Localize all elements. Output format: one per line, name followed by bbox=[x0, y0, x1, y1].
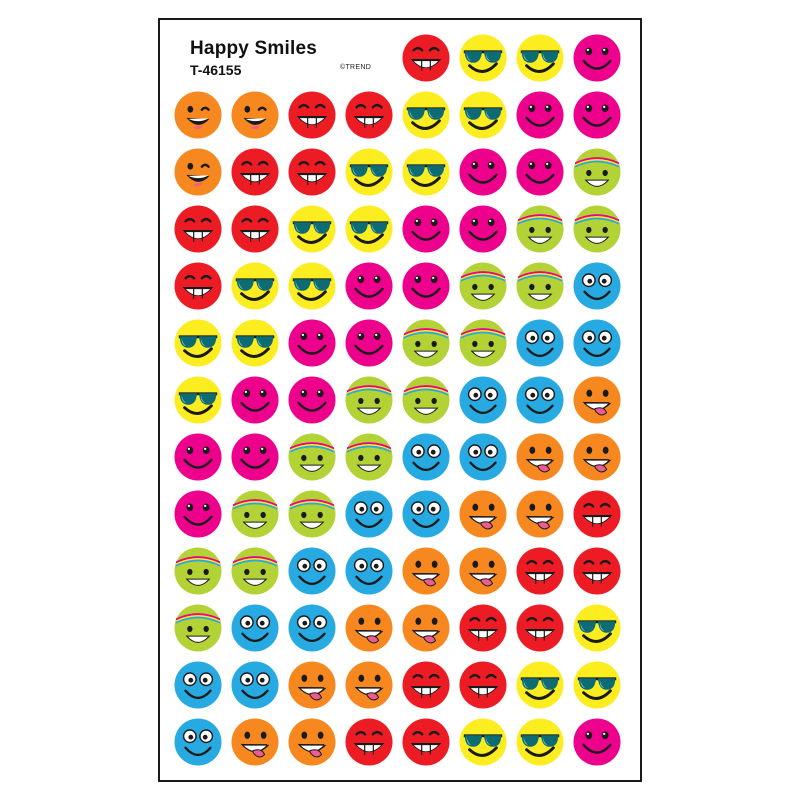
sticker-orange-tongue bbox=[459, 547, 507, 595]
sticker-yellow-sunglasses bbox=[174, 319, 222, 367]
sticker-green-headband bbox=[174, 547, 222, 595]
sticker-green-headband bbox=[288, 490, 336, 538]
sticker-sheet bbox=[158, 18, 642, 782]
sticker-yellow-sunglasses bbox=[288, 205, 336, 253]
sticker-green-headband bbox=[402, 376, 450, 424]
sticker-magenta-dots bbox=[231, 433, 279, 481]
sticker-blue-bigeyes bbox=[402, 433, 450, 481]
sticker-magenta-dots bbox=[402, 262, 450, 310]
sticker-green-headband bbox=[345, 433, 393, 481]
sticker-magenta-dots bbox=[345, 319, 393, 367]
sticker-yellow-sunglasses bbox=[516, 718, 564, 766]
sticker-red-grin bbox=[402, 718, 450, 766]
sticker-red-grin bbox=[231, 205, 279, 253]
sticker-yellow-sunglasses bbox=[459, 34, 507, 82]
sticker-red-grin bbox=[516, 547, 564, 595]
sticker-red-grin bbox=[231, 148, 279, 196]
sticker-green-headband bbox=[231, 547, 279, 595]
sku-label: T-46155 bbox=[190, 62, 242, 78]
sticker-yellow-sunglasses bbox=[573, 604, 621, 652]
sticker-magenta-dots bbox=[573, 718, 621, 766]
sticker-magenta-dots bbox=[174, 490, 222, 538]
sticker-red-grin bbox=[573, 490, 621, 538]
sticker-orange-wink bbox=[174, 148, 222, 196]
sticker-red-grin bbox=[288, 148, 336, 196]
sticker-blue-bigeyes bbox=[459, 376, 507, 424]
trademark-label: ©TREND bbox=[340, 64, 372, 71]
sticker-magenta-dots bbox=[516, 148, 564, 196]
sticker-red-grin bbox=[174, 205, 222, 253]
sticker-blue-bigeyes bbox=[288, 604, 336, 652]
sticker-blue-bigeyes bbox=[231, 604, 279, 652]
sticker-magenta-dots bbox=[516, 91, 564, 139]
sticker-blue-bigeyes bbox=[288, 547, 336, 595]
sticker-orange-tongue bbox=[459, 490, 507, 538]
sticker-green-headband bbox=[231, 490, 279, 538]
sticker-red-grin bbox=[459, 604, 507, 652]
sticker-orange-tongue bbox=[288, 718, 336, 766]
sticker-green-headband bbox=[402, 319, 450, 367]
sticker-green-headband bbox=[459, 319, 507, 367]
page-title: Happy Smiles bbox=[190, 38, 318, 59]
sticker-blue-bigeyes bbox=[174, 661, 222, 709]
sticker-magenta-dots bbox=[573, 91, 621, 139]
sticker-blue-bigeyes bbox=[402, 490, 450, 538]
sticker-green-headband bbox=[573, 205, 621, 253]
sticker-yellow-sunglasses bbox=[573, 661, 621, 709]
sticker-red-grin bbox=[345, 718, 393, 766]
sticker-orange-tongue bbox=[573, 433, 621, 481]
sticker-blue-bigeyes bbox=[345, 490, 393, 538]
sticker-blue-bigeyes bbox=[516, 319, 564, 367]
sticker-blue-bigeyes bbox=[573, 262, 621, 310]
sticker-yellow-sunglasses bbox=[231, 319, 279, 367]
sticker-magenta-dots bbox=[459, 205, 507, 253]
sticker-green-headband bbox=[459, 262, 507, 310]
sticker-blue-bigeyes bbox=[459, 433, 507, 481]
sticker-red-grin bbox=[345, 91, 393, 139]
sticker-green-headband bbox=[345, 376, 393, 424]
sticker-blue-bigeyes bbox=[231, 661, 279, 709]
sticker-green-headband bbox=[516, 262, 564, 310]
sticker-yellow-sunglasses bbox=[345, 148, 393, 196]
sticker-blue-bigeyes bbox=[516, 376, 564, 424]
sticker-yellow-sunglasses bbox=[459, 91, 507, 139]
sticker-magenta-dots bbox=[288, 319, 336, 367]
sticker-orange-wink bbox=[174, 91, 222, 139]
sticker-magenta-dots bbox=[174, 433, 222, 481]
sticker-magenta-dots bbox=[459, 148, 507, 196]
sticker-red-grin bbox=[402, 661, 450, 709]
sticker-yellow-sunglasses bbox=[345, 205, 393, 253]
sticker-orange-tongue bbox=[516, 433, 564, 481]
sticker-green-headband bbox=[573, 148, 621, 196]
sticker-green-headband bbox=[516, 205, 564, 253]
sticker-orange-tongue bbox=[402, 604, 450, 652]
sticker-magenta-dots bbox=[345, 262, 393, 310]
sticker-green-headband bbox=[174, 604, 222, 652]
sticker-red-grin bbox=[402, 34, 450, 82]
sticker-yellow-sunglasses bbox=[231, 262, 279, 310]
sticker-orange-tongue bbox=[345, 661, 393, 709]
sticker-orange-tongue bbox=[573, 376, 621, 424]
sticker-magenta-dots bbox=[573, 34, 621, 82]
sticker-orange-tongue bbox=[345, 604, 393, 652]
sticker-red-grin bbox=[174, 262, 222, 310]
sticker-magenta-dots bbox=[288, 376, 336, 424]
sticker-orange-tongue bbox=[288, 661, 336, 709]
sticker-orange-tongue bbox=[516, 490, 564, 538]
sticker-grid bbox=[160, 20, 640, 780]
sticker-yellow-sunglasses bbox=[516, 34, 564, 82]
sticker-orange-tongue bbox=[231, 718, 279, 766]
sticker-yellow-sunglasses bbox=[288, 262, 336, 310]
sticker-red-grin bbox=[573, 547, 621, 595]
sticker-red-grin bbox=[516, 604, 564, 652]
sticker-yellow-sunglasses bbox=[516, 661, 564, 709]
sticker-yellow-sunglasses bbox=[459, 718, 507, 766]
sticker-blue-bigeyes bbox=[345, 547, 393, 595]
sticker-red-grin bbox=[288, 91, 336, 139]
sticker-yellow-sunglasses bbox=[402, 148, 450, 196]
sticker-red-grin bbox=[459, 661, 507, 709]
sticker-blue-bigeyes bbox=[174, 718, 222, 766]
sticker-yellow-sunglasses bbox=[402, 91, 450, 139]
sticker-orange-wink bbox=[231, 91, 279, 139]
sticker-orange-tongue bbox=[402, 547, 450, 595]
sticker-magenta-dots bbox=[402, 205, 450, 253]
sticker-magenta-dots bbox=[231, 376, 279, 424]
sticker-yellow-sunglasses bbox=[174, 376, 222, 424]
sticker-green-headband bbox=[288, 433, 336, 481]
sticker-blue-bigeyes bbox=[573, 319, 621, 367]
